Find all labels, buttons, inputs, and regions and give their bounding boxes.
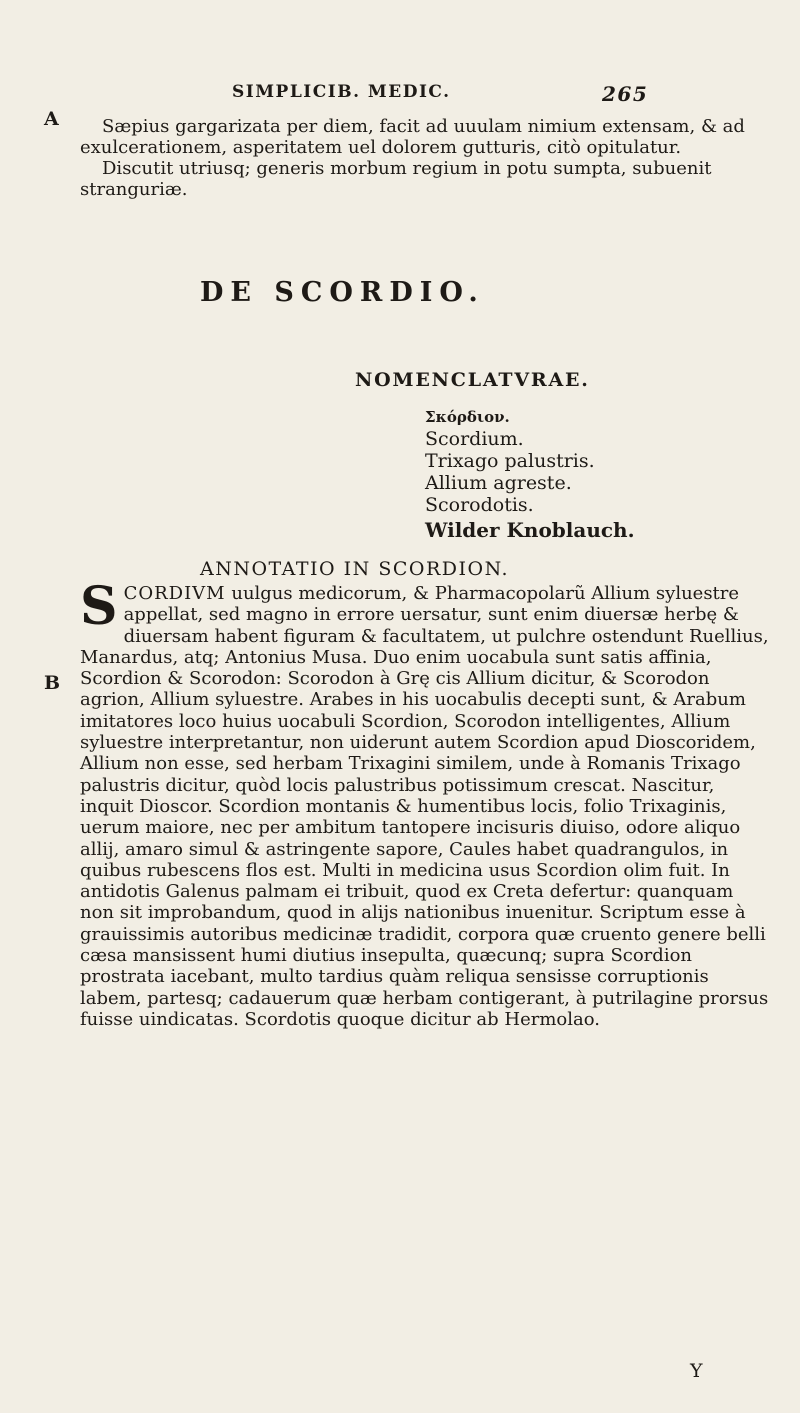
annotation-text: uulgus medicorum, & Pharmacopolarũ Allium syluestre appellat, sed magno in errore uersatur, sunt enim diuersæ herbę & diuersam habent figuram & facultatem, ut pulchre ostendunt Ruellius, Manardus, atq; Antonius Musa. Duo enim uocabula sunt satis affinia, Scordion & Scorodon: Scorodon à Grę cis Allium dicitur, & Scorodon agrion, Allium syluestre. Arabes in his uocabulis decepti sunt, & Arabum imitatores loco huius uocabuli Scordion, Scorodon intelligentes, Allium syluestre interpretantur, non uiderunt autem Scordion apud Dioscoridem, Allium non esse, sed herbam Trixagini similem, unde à Romanis Trixago palustris dicitur, quòd locis palustribus potissimum crescat. Nascitur, inquit Dioscor. Scordion montanis & humentibus locis, folio Trixaginis, uerum maiore, nec per ambitum tantopere incisuris diuiso, odore aliquo allij, amaro simul & astringente sapore, Caules habet quadrangulos, in quibus rubescens flos est. Multi in medicina usus Scordion olim fuit. In antidotis Galenus palmam ei tribuit, quod ex Creta defertur: quanquam non sit improbandum, quod in alijs nationibus inuenitur. Scriptum esse à grauissimis autoribus medicinæ tradidit, corpora quæ cruento genere belli cæsa mansissent humi diutius insepulta, quæcunq; supra Scordion prostrata iacebant, multo tardius quàm reliqua sensisse corruptionis labem, partesq; cadauerum quæ herbam contigerant, à putrilagine prorsus fuisse uindicatas. Scordotis quoque dicitur ab Hermolao.: [80, 583, 769, 1030]
name-entry: Allium agreste.: [425, 472, 572, 494]
annotation-body: [80, 576, 770, 1030]
running-title: SIMPLICIB. MEDIC.: [232, 82, 451, 102]
running-header: [232, 82, 652, 106]
name-entry: Trixago palustris.: [425, 450, 595, 472]
nomenclature-list: [425, 406, 635, 541]
top-text: [80, 116, 770, 200]
drop-cap: S: [80, 576, 118, 637]
annotation-lead: CORDIVM: [123, 583, 226, 604]
margin-letter-b: B: [44, 672, 61, 694]
name-entry: Scorodotis.: [425, 494, 534, 516]
greek-name: Σκόρδιον.: [425, 408, 510, 426]
annotation-heading: ANNOTATIO IN SCORDION.: [200, 558, 510, 580]
page-number: 265: [602, 82, 649, 106]
section-title: DE SCORDIO.: [200, 277, 485, 308]
name-entry: Scordium.: [425, 428, 524, 450]
margin-letter-a: A: [44, 108, 59, 130]
catchword: Y: [690, 1360, 703, 1382]
german-name: Wilder Knoblauch.: [425, 518, 635, 542]
nomenclature-heading: NOMENCLATVRAE.: [355, 369, 590, 391]
paragraph-gargarizata: Sæpius gargarizata per diem, facit ad uuulam nimium extensam, & ad exulcerationem, asperitatem uel dolorem gutturis, citò opitulatur.: [80, 116, 745, 158]
paragraph-discutit: Discutit utriusq; generis morbum regium in potu sumpta, subuenit stranguriæ.: [80, 158, 712, 200]
